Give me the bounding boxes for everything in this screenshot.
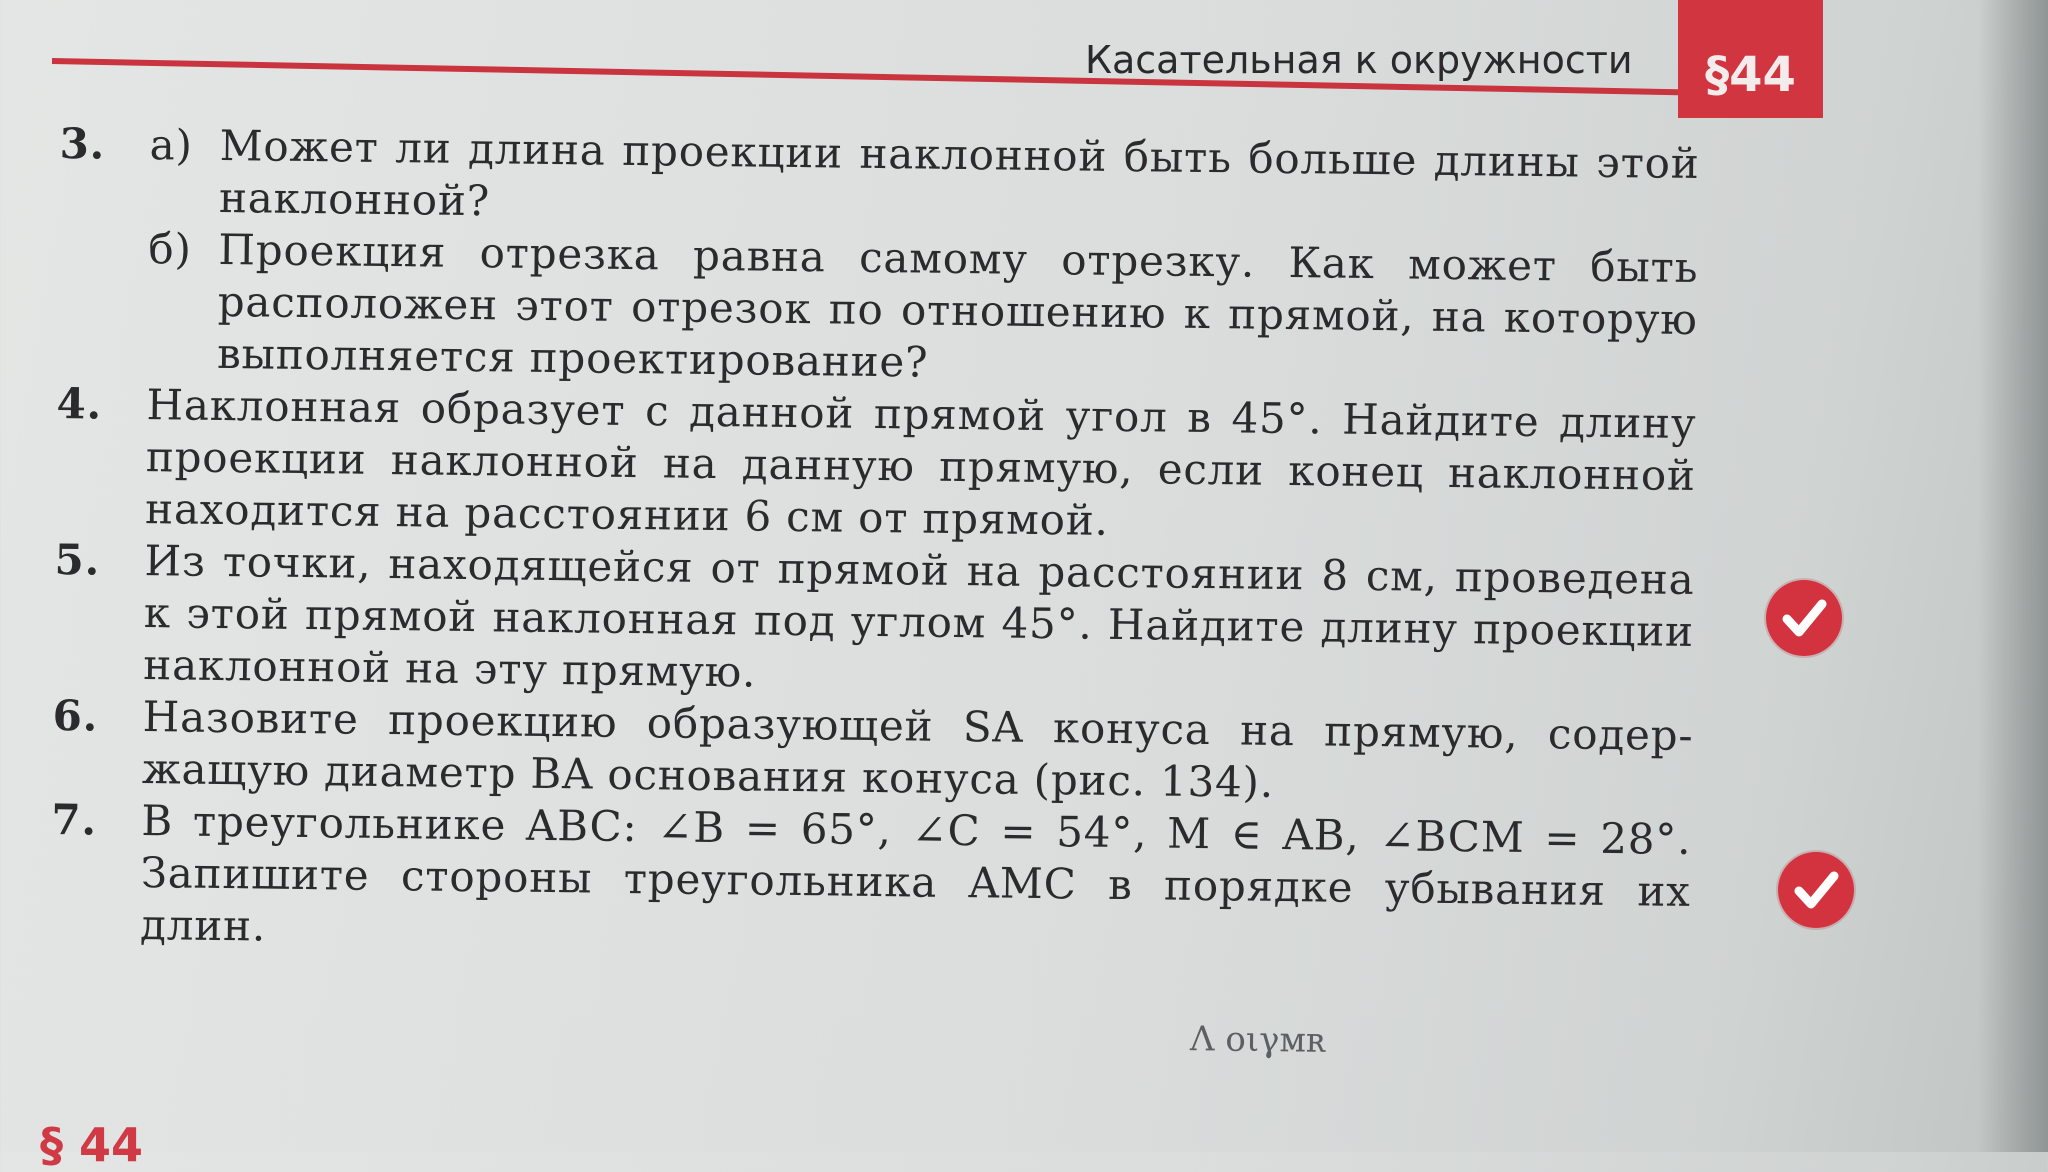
problem-4 xyxy=(55,378,1697,554)
checkmark-circle-icon xyxy=(1778,852,1854,928)
problem-3b xyxy=(147,223,1699,398)
problem-text: Из точки, находящейся от прямой на расстоянии 8 см, проведена к этой прямой наклонная под углом 45°. Найдите длину проекции наклонной на эту прямую. xyxy=(143,536,1695,697)
problem-5 xyxy=(53,534,1695,710)
subpart-label: б) xyxy=(148,224,192,274)
problem-list xyxy=(50,118,1700,970)
problem-number: 4. xyxy=(56,378,103,429)
problem-text: Может ли длина проекции наклонной быть больше длины этой наклонной? xyxy=(218,120,1700,226)
problem-text: Проекция отрезка равна самому отрезку. Как может быть расположен этот отрезок по отношению к прямой, на которую выполняется проектирование? xyxy=(216,224,1699,387)
problem-text: В треугольнике ABC: ∠B = 65°, ∠C = 54°, M ∈ AB, ∠BCM = 28°. Запишите стороны треугольника AMC в порядке убывания их длин. xyxy=(139,796,1692,951)
page-edge-shadow xyxy=(1978,0,2048,1152)
problem-number: 6. xyxy=(52,690,99,741)
problem-3 xyxy=(57,118,1700,398)
problem-number: 5. xyxy=(54,534,101,585)
problem-number: 7. xyxy=(51,794,98,845)
section-tab: §44 xyxy=(1678,0,1823,118)
problem-3a xyxy=(149,119,1700,242)
problem-7 xyxy=(50,794,1692,970)
problem-text: Наклонная образует с данной прямой угол в 45°. Найдите длину проекции наклонной на данную прямую, если конец наклонной находится на расстоянии 6 см от прямой. xyxy=(144,380,1697,545)
subpart-label: а) xyxy=(149,120,194,170)
problem-6 xyxy=(52,690,1693,814)
footer-section-mark: § 44 xyxy=(40,1118,144,1172)
bleed-through-text: Λ оιγмʀ xyxy=(1189,1019,1326,1061)
running-title: Касательная к окружности xyxy=(1085,38,1633,82)
problem-text: Назовите проекцию образующей SA конуса на прямую, содержащую диаметр BA основания конуса (рис. 134). xyxy=(141,692,1693,807)
checkmark-circle-icon xyxy=(1766,580,1842,656)
problem-number: 3. xyxy=(59,118,106,169)
